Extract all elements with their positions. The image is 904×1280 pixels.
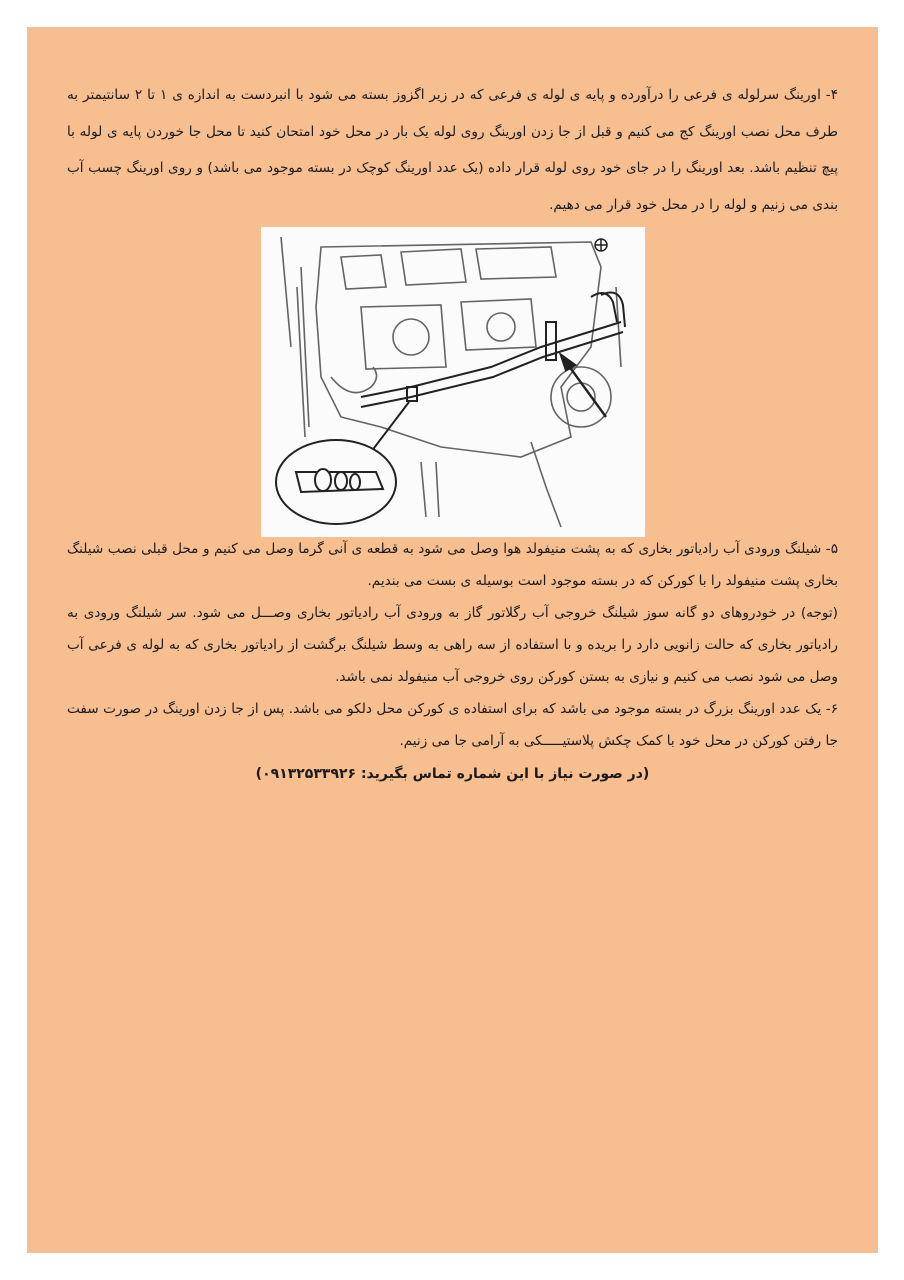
engine-pipe-oring-diagram xyxy=(261,227,645,537)
document-page xyxy=(27,27,878,1253)
document-content xyxy=(67,77,838,789)
step-5-paragraph: ۵- شیلنگ ورودی آب رادیاتور بخاری که به پشت منیفولد هوا وصل می شود به قطعه ی آنی گرما وصل می کنیم و محل قبلی نصب شیلنگ بخاری پشت منیفولد را با کورکن که در بسته موجود است بوسیله ی بست می بندیم. xyxy=(67,541,838,589)
note-paragraph: (توجه) در خودروهای دو گانه سوز شیلنگ خروجی آب رگلاتور گاز به ورودی آب رادیاتور بخاری وصـــل می شود. سر شیلنگ ورودی به رادیاتور بخاری که حالت زانویی دارد را بریده و با استفاده از سه راهی به وسط شیلنگ برگشت از رادیاتور بخاری که به لوله ی فرعی آب وصل می شود نصب می کنیم و نیازی به بستن کورکن روی خروجی آب منیفولد نمی باشد. xyxy=(67,605,838,685)
contact-line: (در صورت نیاز با این شماره تماس بگیرید: ۰۹۱۳۲۵۳۳۹۲۶) xyxy=(255,766,650,782)
step-4-paragraph: ۴- اورینگ سرلوله ی فرعی را درآورده و پایه ی لوله ی فرعی که در زیر اگزوز بسته می شود با انبردست به اندازه ی ۱ تا ۲ سانتیمتر به طرف محل نصب اورینگ کج می کنیم و قبل از جا زدن اورینگ روی لوله یک بار در محل خود امتحان کنید تا محل جا خوردن پایه ی لوله با پیچ تنظیم باشد. بعد اورینگ را در جای خود روی لوله قرار داده (یک عدد اورینگ کوچک در بسته موجود می باشد) و روی اورینگ چسب آب بندی می زنیم و لوله را در محل خود قرار می دهیم. xyxy=(67,87,839,213)
engine-pipe-oring-diagram-icon xyxy=(261,227,645,537)
step-6-paragraph: ۶- یک عدد اورینگ بزرگ در بسته موجود می باشد که برای استفاده ی کورکن محل دلکو می باشد. پس از جا زدن اورینگ در صورت سفت جا رفتن کورکن در محل خود با کمک چکش پلاستیـــــکی به آرامی جا می زنیم. xyxy=(67,701,838,749)
